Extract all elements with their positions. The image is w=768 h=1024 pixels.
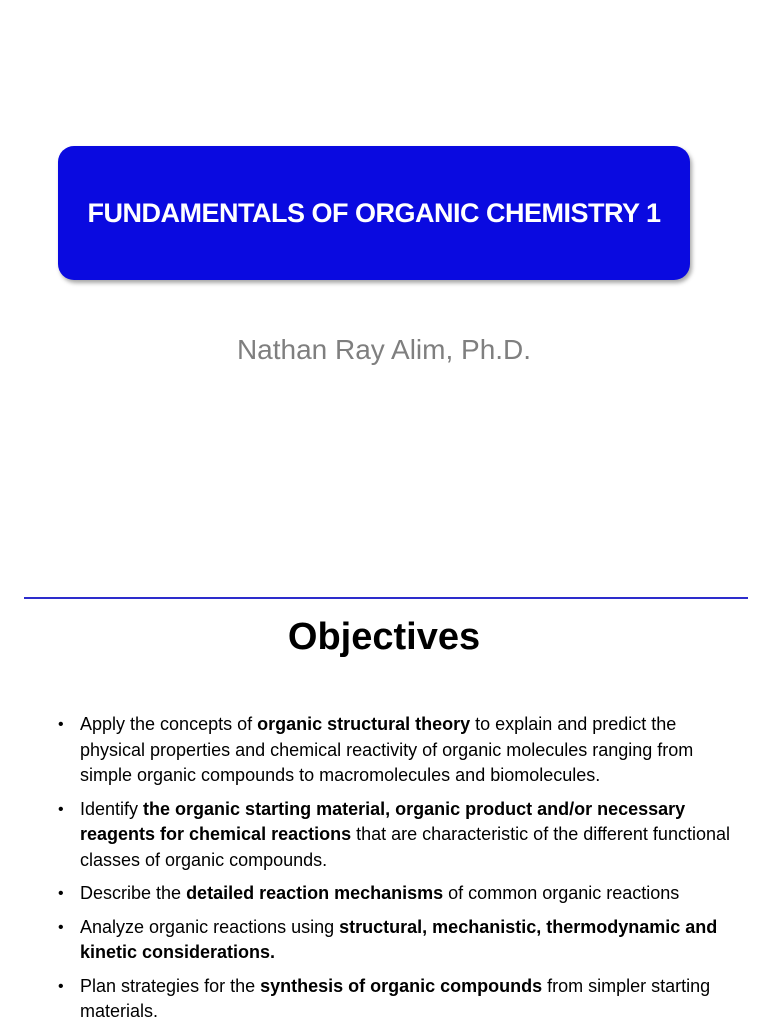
slide-title: FUNDAMENTALS OF ORGANIC CHEMISTRY 1: [87, 197, 661, 228]
list-item: • Identify the organic starting material, organic product and/or necessary reagents for chemical reactions that are characteristic of the different functional classes of organic compounds.: [58, 798, 730, 870]
title-banner: [58, 146, 690, 280]
bullet-icon: •: [58, 918, 64, 936]
list-item: • Plan strategies for the synthesis of organic compounds from simpler starting materials.: [58, 975, 711, 1021]
objectives-slide: [0, 600, 768, 1024]
author-name: Nathan Ray Alim, Ph.D.: [236, 334, 532, 365]
bullet-icon: •: [58, 885, 64, 902]
list-item: • Analyze organic reactions using structural, mechanistic, thermodynamic and kinetic considerations.: [58, 916, 718, 962]
list-item: • Apply the concepts of organic structural theory to explain and predict the physical properties and chemical reactivity of organic molecules ranging from simple organic compounds to macromolecules and biomolecules.: [58, 714, 694, 785]
objectives-list: [56, 712, 736, 1024]
objectives-title: Objectives: [287, 616, 481, 658]
bullet-icon: •: [58, 977, 64, 995]
bullet-icon: •: [58, 716, 64, 733]
list-item: • Describe the detailed reaction mechanisms of common organic reactions: [56, 881, 736, 907]
bullet-icon: •: [58, 800, 64, 818]
slide-divider: [24, 597, 748, 599]
